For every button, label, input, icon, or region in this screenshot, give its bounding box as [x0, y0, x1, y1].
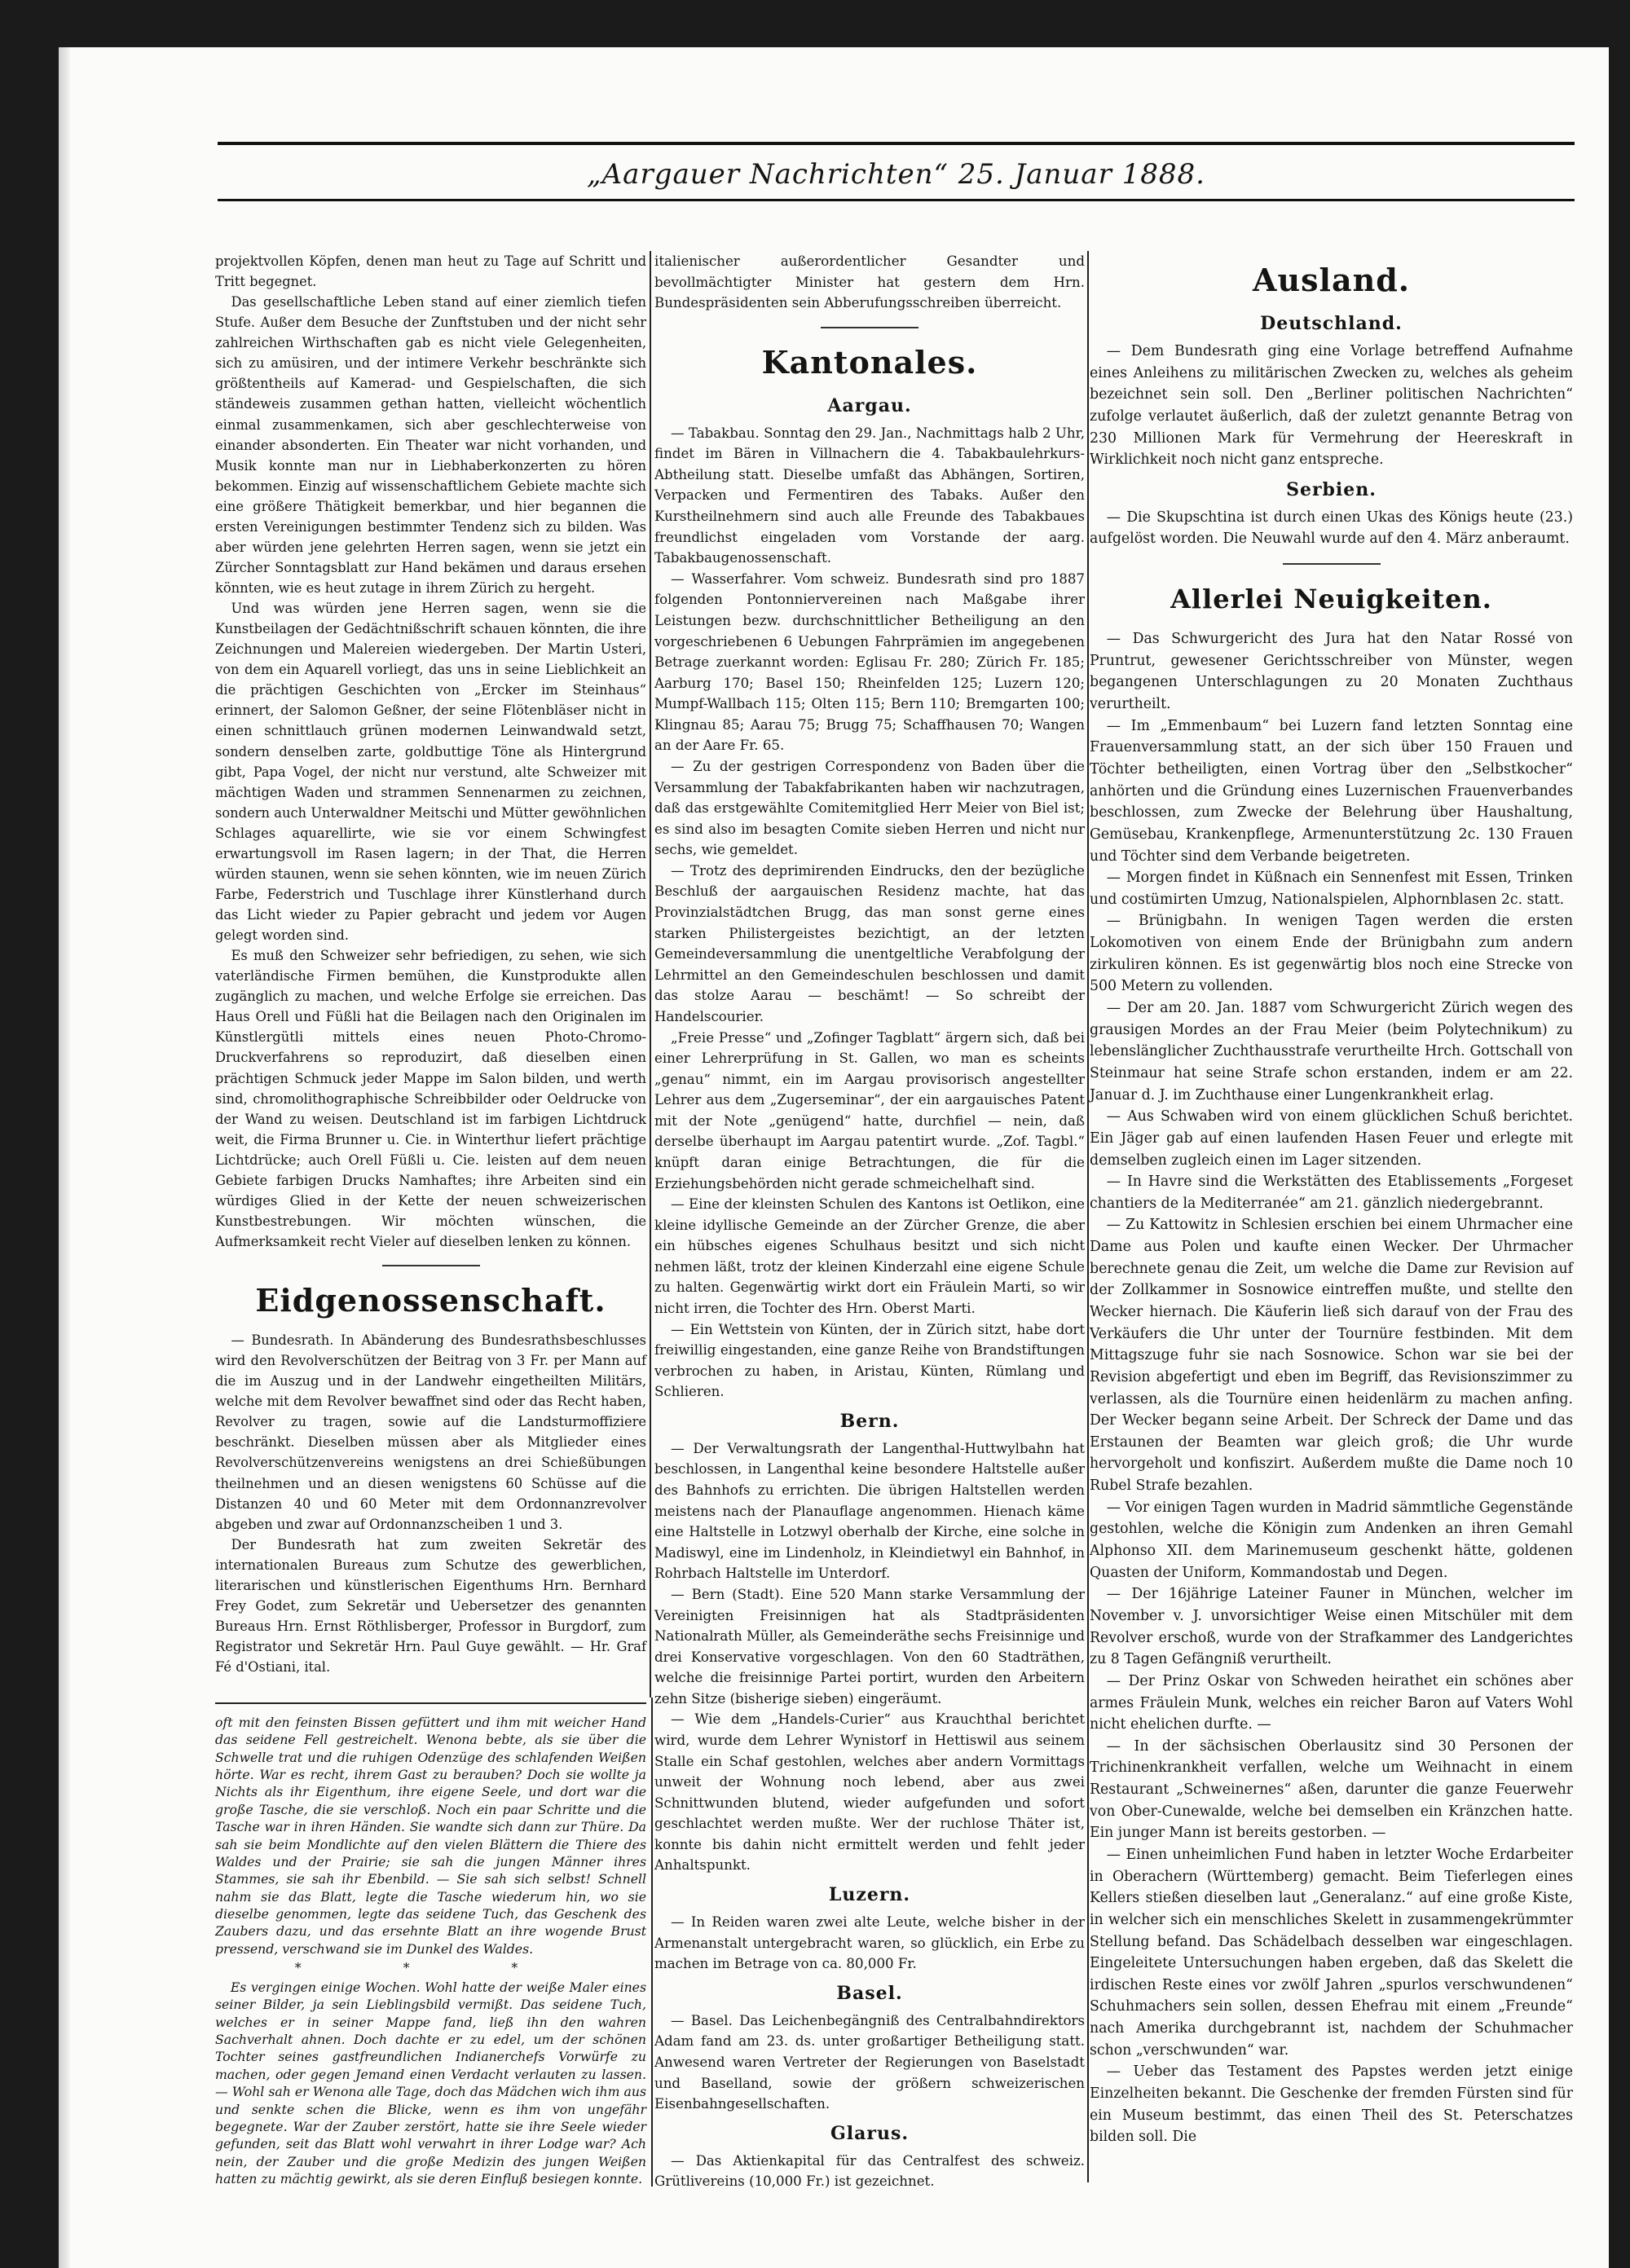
masthead-rule-top: [218, 142, 1575, 145]
article-paragraph: — Einen unheimlichen Fund haben in letzter Woche Erdarbeiter in Oberachern (Württemberg) gemacht. Beim Tieferlegen eines Kellers stießen dieselben laut „Generalanz.“ auf eine große Kiste, in welcher sich ein menschliches Skelett in zusammengekrümmter Stellung befand. Das Schädelbach desselben war eingeschlagen. Eingeleitete Untersuchungen haben ergeben, daß das Skelett die irdischen Reste eines vor zwölf Jahren „spurlos verschwundenen“ Schuhmachers sein sollen, dessen Ehefrau mit einem „Freunde“ nach Amerika durchgebrannt ist, nachdem der Schuhmacher schon „verschwunden“ war.: [1090, 1847, 1573, 2059]
article-paragraph: — Tabakbau. Sonntag den 29. Jan., Nachmittags halb 2 Uhr, findet im Bären in Villnachern die 4. Tabakbaulehrkurs-Abtheilung statt. Dieselbe umfaßt das Abhängen, Sortiren, Verpacken und Fermentiren des Tabaks. Außer den Kurstheilnehmern sind auch alle Freunde des Tabakbaues freundlichst eingeladen vom Vorstande der aarg. Tabakbaugenossenschaft.: [654, 425, 1085, 566]
masthead-rule-bottom: [218, 199, 1575, 201]
article-paragraph: — Bern (Stadt). Eine 520 Mann starke Versammlung der Vereinigten Freisinnigen hat als Stadtpräsidenten Nationalrath Müller, als Gemeinderäthe sechs Freisinnige und drei Konservative vorgeschlagen. Von den 60 Stadträthen, welche die freisinnige Partei portirt, wurden den Arbeitern zehn Sitze (bisherige sieben) eingeräumt.: [654, 1586, 1085, 1707]
article-paragraph: projektvollen Köpfen, denen man heut zu Tage auf Schritt und Tritt begegnet.: [215, 253, 646, 290]
article-paragraph: — Im „Emmenbaum“ bei Luzern fand letzten Sonntag eine Frauenversammlung statt, an der sich über 150 Frauen und Töchter betheiligten, einen Vortrag über den „Selbstkocher“ anhörten und die Gründung eines Luzernischen Frauenverbandes beschlossen, zum Zwecke der Belehrung über Haushaltung, Gemüsebau, Krankenpflege, Armenunterstützung 2c. 130 Frauen und Töchter sind dem Verbande beigetreten.: [1090, 717, 1573, 865]
article-paragraph: — In Reiden waren zwei alte Leute, welche bisher in der Armenanstalt untergebracht waren, so glücklich, ein Erbe zu machen im Betrage von ca. 80,000 Fr.: [654, 1914, 1085, 1972]
column-divider-1b: [651, 1698, 653, 2187]
article-paragraph: — Ueber das Testament des Papstes werden jetzt einige Einzelheiten bekannt. Die Geschenke der fremden Fürsten sind für ein Museum bestimmt, das einen Theil des St. Peterschatzes bilden soll. Die: [1090, 2063, 1573, 2146]
article-paragraph: — Trotz des deprimirenden Eindrucks, den der bezügliche Beschluß der aargauischen Residenz machte, hat das Provinzialstädtchen Brugg, das man sonst gerne eines starken Philistergeistes bezichtigt, an der letzten Gemeindeversammlung die unentgeltliche Verabfolgung der Lehrmittel an den Gemeindeschulen beschlossen und damit das stolze Aarau — beschämt! — So schreibt der Handelscourier.: [654, 862, 1085, 1024]
article-paragraph: — In der sächsischen Oberlausitz sind 30 Personen der Trichinenkrankheit verfallen, welche um Weihnacht in einem Restaurant „Schweinernes“ aßen, darunter die ganze Feuerwehr von Ober-Cunewalde, welche bei demselben ein Kränzchen hatte. Ein junger Mann ist bereits gestorben. —: [1090, 1737, 1573, 1842]
section-title-allerlei: Allerlei Neuigkeiten.: [1170, 584, 1492, 615]
newspaper-page: [59, 47, 1609, 2268]
masthead: [218, 148, 1575, 199]
subsection-deutschland: Deutschland.: [1260, 313, 1403, 334]
feuilleton-rule: [215, 1702, 646, 1704]
article-paragraph: italienischer außerordentlicher Gesandter und bevollmächtigter Minister hat gestern dem Hrn. Bundespräsidenten sein Abberufungsschreiben überreicht.: [654, 253, 1085, 311]
article-paragraph: — In Havre sind die Werkstätten des Etablissements „Forgeset chantiers de la Mediterranée“ am 21. gänzlich niedergebrannt.: [1090, 1174, 1573, 1212]
article-paragraph: Es muß den Schweizer sehr befriedigen, zu sehen, wie sich vaterländische Firmen bemühen, die Kunstprodukte allen zugänglich zu machen, und welche Erfolge sie erreichen. Das Haus Orell und Füßli hat die Beilagen nach den Originalen im Künstlergütli mittels eines neuen Photo-Chromo-Druckverfahrens so reproduzirt, daß dieselben einen prächtigen Schmuck jeder Mappe im Salon bilden, und werth sind, chromolithographische Schreibbilder oder Oeldrucke von der Wand zu weisen. Deutschland ist im farbigen Lichtdruck weit, die Firma Brunner u. Cie. in Winterthur liefert prächtige Lichtdrücke; auch Orell Füßli u. Cie. leisten auf dem neuen Gebiete farbigen Drucks Namhaftes; ihre Arbeiten sind ein würdiges Glied in der Kette der neuen schweizerischen Kunstbestrebungen. Wir möchten wünschen, die Aufmerksamkeit recht Vieler auf dieselben lenken zu können.: [215, 948, 646, 1249]
article-paragraph: — Zu Kattowitz in Schlesien erschien bei einem Uhrmacher eine Dame aus Polen und kaufte einen Wecker. Der Uhrmacher berechnete genau die Zeit, um welche die Dame zur Revision auf der Zollkammer in Sosnowice eintreffen mußte, und stellte den Wecker hiernach. Die Käuferin ließ sich darauf von der Frau des Verkäufers die Uhr unter der Tournüre festbinden. Mit dem Mittagszuge fuhr sie nach Sosnowice. Schon war sie bei der Revision abgefertigt und eben im Begriff, das Revisionszimmer zu verlassen, als die Tournüre einen heidenlärm zu machen anfing. Der Wecker begann seine Arbeit. Der Schreck der Dame und das Erstaunen der Beamten war gleich groß; die Uhr wurde hervorgeholt und konfiszirt. Außerdem mußte die Dame noch 10 Rubel Strafe bezahlen.: [1090, 1217, 1573, 1495]
article-paragraph: — Aus Schwaben wird von einem glücklichen Schuß berichtet. Ein Jäger gab auf einen laufenden Hasen Feuer und erlegte mit demselben zugleich einen im Lager sitzenden.: [1090, 1108, 1573, 1169]
article-paragraph: — Die Skupschtina ist durch einen Ukas des Königs heute (23.) aufgelöst worden. Die Neuwahl wurde auf den 4. März anberaumt.: [1090, 509, 1573, 548]
subsection-aargau: Aargau.: [827, 394, 912, 416]
article-paragraph: Und was würden jene Herren sagen, wenn sie die Kunstbeilagen der Gedächtnißschrift schauen könnten, die ihre Zeichnungen und Malereien wiedergeben. Der Martin Usteri, von dem ein Aquarell vorliegt, das uns in seine Lieblichkeit an die prächtigen Geschichten von „Ercker im Steinhaus“ erinnert, der Salomon Geßner, der seine Flötenbläser nicht in einen schnittlauch grünen modernen Leinwandwald setzt, sondern denselben zarte, goldbuttige Töne als Hintergrund gibt, Papa Vogel, der nicht nur verstund, alte Schweizer mit mächtigen Waden und strammen Sennenarmen zu zeichnen, sondern auch Unterwaldner Meitschi und Mütter gewöhnlichen Schlages aquarellirte, wie sie vor einem Schwingfest erwartungsvoll im Rasen lagern; in der That, die Herren würden staunen, wenn sie sehen könnten, wie im neuen Zürich Farbe, Federstrich und Tuschlage ihrer Künstlerhand durch das Licht wieder zu Papier gebracht und jedem vor Augen gelegt worden sind.: [215, 601, 646, 944]
article-paragraph: — Bundesrath. In Abänderung des Bundesrathsbeschlusses wird den Revolverschützen der Beitrag von 3 Fr. per Mann auf die im Auszug und in der Landwehr eingetheilten Militärs, welche mit dem Revolver bewaffnet sind oder das Recht haben, Revolver zu tragen, sowie auf die Landsturmoffiziere beschränkt. Dieselben müssen aber als Mitglieder eines Revolverschützenvereins wenigstens an drei Schießübungen theilnehmen und an diesen wenigstens 60 Schüsse auf die Distanzen 40 und 60 Meter mit dem Ordonnanzrevolver abgeben und zwar auf Ordonnanzscheiben 1 und 3.: [215, 1332, 646, 1532]
article-paragraph: Das gesellschaftliche Leben stand auf einer ziemlich tiefen Stufe. Außer dem Besuche der Zunftstuben und der nicht sehr zahlreichen Wirthschaften gab es nicht viele Gelegenheiten, sich zu amüsiren, und der intimere Verkehr beschränkte sich größtentheils auf Kamerad- und Gespielschaften, die sich ständeweis zusammen gethan hatten, vielleicht wöchentlich einmal zusammenkamen, sich aber geschlechterweise von einander absonderten. Ein Theater war nicht vorhanden, und Musik konnte man nur in Liebhaberkonzerten zu hören bekommen. Einzig auf wissenschaftlichem Gebiete machte sich eine größere Thätigkeit bemerkbar, und hier begannen die ersten Vereinigungen bestimmter Tendenz sich zu bilden. Was aber würden jene gelehrten Herren sagen, wenn sie jetzt ein Zürcher Sonntagsblatt zur Hand bekämen und daraus ersehen könnten, wie es heut zutage in ihrem Zürich zu hergeht.: [215, 294, 646, 596]
column-divider-2: [1087, 251, 1089, 2182]
article-paragraph: Der Bundesrath hat zum zweiten Sekretär des internationalen Bureaus zum Schutze des gewerblichen, literarischen und künstlerischen Eigenthums Hrn. Bernhard Frey Godet, zum Sekretär und Uebersetzer des genannten Bureaus Hrn. Ernst Röthlisberger, Professor in Burgdorf, zum Registrator und Sekretär Hrn. Paul Guye gewählt. — Hr. Graf Fé d'Ostiani, ital.: [215, 1536, 646, 1676]
separator-rule: [1283, 563, 1381, 565]
separator-rule: [382, 1265, 480, 1266]
subsection-basel: Basel.: [836, 1982, 903, 2004]
masthead-title: „Aargauer Nachrichten“ 25. Januar 1888.: [587, 158, 1205, 191]
article-paragraph: — Wie dem „Handels-Curier“ aus Krauchthal berichtet wird, wurde dem Lehrer Wynistorf in Hettiswil aus seinem Stalle ein Schaf gestohlen, welches aber andern Vormittags unweit der Wohnung noch lebend, aber aus zwei Schnittwunden blutend, wieder aufgefunden und sofort geschlachtet werden mußte. Wer der ruchlose Thäter ist, konnte bis dahin nicht ermittelt werden und fehlt jeder Anhaltspunkt.: [654, 1711, 1085, 1874]
article-paragraph: — Eine der kleinsten Schulen des Kantons ist Oetlikon, eine kleine idyllische Gemeinde an der Zürcher Grenze, die aber ein hübsches eigenes Schulhaus besitzt und sich nicht nehmen läßt, trotz der kleinen Kinderzahl eine eigene Schule zu halten. Gegenwärtig wirkt dort ein Fräulein Marti, so wir nicht irren, die Tochter des Hrn. Oberst Marti.: [654, 1196, 1085, 1317]
column-3: [1090, 251, 1573, 2148]
story-paragraph: Es vergingen einige Wochen. Wohl hatte der weiße Maler eines seiner Bilder, ja sein Lieblingsbild vermißt. Das seidene Tuch, welches er in seiner Mappe fand, ließ ihn den wahren Sachverhalt ahnen. Doch dachte er zu edel, um der schönen Tochter seines gastfreundlichen Indianerchefs Vorwürfe zu machen, oder gegen Jemand einen Verdacht verlauten zu lassen. — Wohl sah er Wenona alle Tage, doch das Mädchen wich ihm aus und senkte schen die Blicke, wenn es ihm von ungefähr begegnete. War der Zauber zerstört, hatte sie ihre Seele wieder gefunden, seit das Blatt wohl verwahrt in ihrer Lodge war? Ach nein, der Zauber und die große Medizin des jungen Weißen hatten zu mächtig gewirkt, als sie deren Einfluß besiegen konnte.: [215, 1980, 646, 2187]
subsection-luzern: Luzern.: [828, 1884, 911, 1906]
article-paragraph: — Das Aktienkapital für das Centralfest des schweiz. Grütlivereins (10,000 Fr.) ist gezeichnet.: [654, 2152, 1085, 2190]
story-paragraph: oft mit den feinsten Bissen gefüttert und ihm mit weicher Hand das seidene Fell gestreichelt. Wenona bebte, als sie über die Schwelle trat und die ruhigen Odenzüge des schlafenden Weißen hörte. War es recht, ihrem Gast zu berauben? Doch sie wollte ja Nichts als ihr Eigenthum, ihre eigene Seele, und dort war die große Tasche, die sie verschloß. Noch ein paar Schritte und die Tasche war in ihren Händen. Sie wandte sich dann zur Thüre. Da sah sie beim Mondlichte auf den vielen Blättern die Thiere des Waldes und der Prairie; sie sah die jungen Männer ihres Stammes, sie sah ihr Ebenbild. — Sie sah sich selbst! Schnell nahm sie das Blatt, legte die Tasche wiederum hin, wo sie dieselbe genommen, legte das seidene Tuch, das Geschenk des Zaubers dazu, und das ersehnte Blatt an ihre wogende Brust pressend, verschwand sie im Dunkel des Waldes.: [215, 1715, 646, 1957]
article-paragraph: — Der 16jährige Lateiner Fauner in München, welcher im November v. J. unvorsichtiger Weise einen Mitschüler mit dem Revolver erschoß, wurde von der Strafkammer des Landgerichtes zu 8 Tagen Gefängniß verurtheilt.: [1090, 1586, 1573, 1668]
story-stars: * * *: [294, 1960, 567, 1976]
article-paragraph: — Der Prinz Oskar von Schweden heirathet ein schönes aber armes Fräulein Munk, welches ein reicher Baron auf Vaters Wohl nicht ehelichen durfte. —: [1090, 1672, 1573, 1733]
separator-rule: [821, 327, 919, 328]
subsection-glarus: Glarus.: [830, 2122, 910, 2144]
subsection-serbien: Serbien.: [1286, 478, 1377, 500]
article-paragraph: — Das Schwurgericht des Jura hat den Natar Rossé von Pruntrut, gewesener Gerichtsschreiber von Münster, wegen begangenen Unterschlagungen zu 20 Monaten Zuchthaus verurtheilt.: [1090, 631, 1573, 713]
column-divider-1: [650, 251, 651, 1698]
feuilleton-story: [215, 1714, 646, 2187]
article-paragraph: — Dem Bundesrath ging eine Vorlage betreffend Aufnahme eines Anleihens zu militärischen Zwecken zu, welches als geheim bezeichnet sein soll. Den „Berliner politischen Nachrichten“ zufolge verlautet äußerlich, daß der zuletzt genannte Betrag von 230 Millionen Mark für Vermehrung der Heereskraft in Wirklichkeit noch nicht ganz entspreche.: [1090, 343, 1573, 469]
article-paragraph: — Morgen findet in Küßnach ein Sennenfest mit Essen, Trinken und costümirten Umzug, Nationalspielen, Alphornblasen 2c. statt.: [1090, 870, 1573, 908]
article-paragraph: — Vor einigen Tagen wurden in Madrid sämmtliche Gegenstände gestohlen, welche die Königin zum Andenken an ihren Gemahl Alphonso XII. dem Marinemuseum geschenkt hätte, goldenen Quasten der Uniform, Kommandostab und Degen.: [1090, 1499, 1573, 1581]
article-paragraph: — Der Verwaltungsrath der Langenthal-Huttwylbahn hat beschlossen, in Langenthal keine besondere Haltstelle außer des Bahnhofs zu errichten. Die übrigen Haltstellen werden meistens nach der Planauflage angenommen. Hienach käme eine Haltstelle in Lotzwyl oberhalb der Kirche, eine solche in Madiswyl, eine im Lindenholz, in Kleindietwyl ein Bahnhof, in Rohrbach Haltstelle im Unterdorf.: [654, 1440, 1085, 1582]
article-paragraph: — Der am 20. Jan. 1887 vom Schwurgericht Zürich wegen des grausigen Mordes an der Frau Meier (beim Polytechnikum) zu lebenslänglicher Zuchthausstrafe verurtheilte Hrch. Gottschall von Steinmaur hat seine Strafe schon erstanden, indem er am 22. Januar d. J. im Zuchthause einer Lungenkrankheit erlag.: [1090, 1000, 1573, 1103]
article-paragraph: — Ein Wettstein von Künten, der in Zürich sitzt, habe dort freiwillig eingestanden, eine ganze Reihe von Brandstiftungen verbrochen zu haben, in Aristau, Künten, Rümlang und Schlieren.: [654, 1321, 1085, 1400]
section-title-ausland: Ausland.: [1253, 262, 1410, 298]
section-title-kantonales: Kantonales.: [761, 343, 978, 381]
article-paragraph: „Freie Presse“ und „Zofinger Tagblatt“ ärgern sich, daß bei einer Lehrerprüfung in St. Gallen, wo man es scheints „genau“ nimmt, ein im Aargau provisorisch angestellter Lehrer aus dem „Zugerseminar“, der ein aargauisches Patent mit der Note „genügend“ hatte, durchfiel — nein, daß derselbe überhaupt im Aargau patentirt wurde. „Zof. Tagbl.“ knüpft daran einige Betrachtungen, die für die Erziehungsbehörden nicht gerade schmeichelhaft sind.: [654, 1029, 1085, 1191]
column-2: [654, 251, 1085, 2192]
article-paragraph: — Zu der gestrigen Correspondenz von Baden über die Versammlung der Tabakfabrikanten haben wir nachzutragen, daß das erstgewählte Comitemitglied Herr Meier von Biel ist; es sind also im besagten Comite sieben Herren und nicht nur sechs, wie gemeldet.: [654, 758, 1085, 858]
column-1: [215, 251, 646, 1677]
article-paragraph: — Brünigbahn. In wenigen Tagen werden die ersten Lokomotiven von einem Ende der Brünigbahn zum andern zirkuliren können. Es ist gegenwärtig blos noch eine Strecke von 500 Metern zu vollenden.: [1090, 913, 1573, 995]
subsection-bern: Bern.: [839, 1410, 900, 1432]
article-paragraph: — Basel. Das Leichenbegängniß des Centralbahndirektors Adam fand am 23. ds. unter großartiger Betheiligung statt. Anwesend waren Vertreter der Regierungen von Baselstadt und Baselland, sowie der größern schweizerischen Eisenbahngesellschaften.: [654, 2012, 1085, 2112]
article-paragraph: — Wasserfahrer. Vom schweiz. Bundesrath sind pro 1887 folgenden Pontonniervereinen nach Maßgabe ihrer Leistungen bezw. durchschnittlicher Betheiligung an den vorgeschriebenen 6 Uebungen Fahrprämien im angegebenen Betrage zuerkannt worden: Eglisau Fr. 280; Zürich Fr. 185; Aarburg 170; Basel 150; Rheinfelden 125; Luzern 120; Mumpf-Wallbach 115; Olten 115; Bern 110; Bremgarten 100; Klingnau 85; Aarau 75; Brugg 75; Schaffhausen 70; Wangen an der Aare Fr. 65.: [654, 570, 1085, 754]
section-title-eidgenossenschaft: Eidgenossenschaft.: [255, 1282, 606, 1319]
